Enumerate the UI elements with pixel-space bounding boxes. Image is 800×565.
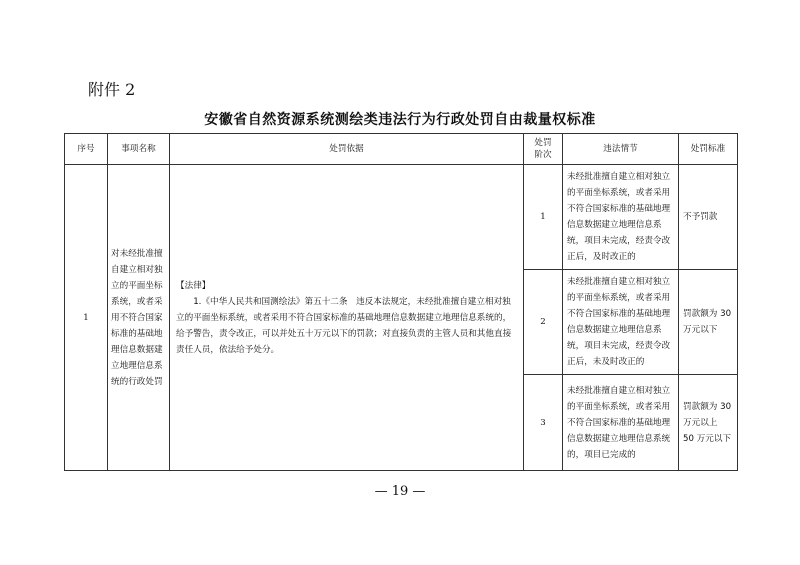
- penalty-standard-table: [64, 133, 738, 471]
- header-circumstance: 违法情节: [563, 134, 679, 165]
- penalty-order-cell: 2: [524, 270, 563, 375]
- circumstance-cell: 未经批准擅自建立相对独立的平面坐标系统，或者采用不符合国家标准的基础地理信息数据建立地理信息系统的，项目已完成的: [563, 375, 679, 471]
- table-row: [65, 165, 738, 270]
- penalty-basis-cell: [170, 165, 524, 471]
- header-penalty-basis: 处罚依据: [170, 134, 524, 165]
- header-item-name: 事项名称: [108, 134, 170, 165]
- attachment-label: 附件 2: [88, 80, 136, 99]
- circumstance-cell: 未经批准擅自建立相对独立的平面坐标系统，或者采用不符合国家标准的基础地理信息数据建立地理信息系统，项目未完成，经责令改正后，未及时改正的: [563, 270, 679, 375]
- penalty-order-cell: 3: [524, 375, 563, 471]
- penalty-standard-cell: 罚款额为 30 万元以上 50 万元以下: [679, 375, 738, 471]
- document-title: 安徽省自然资源系统测绘类违法行为行政处罚自由裁量权标准: [204, 112, 596, 128]
- penalty-standard-cell: 不予罚款: [679, 165, 738, 270]
- penalty-order-cell: 1: [524, 165, 563, 270]
- table-header-row: [65, 134, 738, 165]
- basis-text: 1.《中华人民共和国测绘法》第五十二条 违反本法规定，未经批准擅自建立相对独立的平面坐标系统，或者采用不符合国家标准的基础地理信息数据建立地理信息系统的，给予警告，责令改正，可以并处五十万元以下的罚款；对直接负责的主管人员和其他直接责任人员，依法给予处分。: [176, 296, 512, 355]
- serial-no-cell: 1: [65, 165, 108, 471]
- basis-heading: 【法律】: [176, 280, 211, 291]
- header-penalty-standard: 处罚标准: [679, 134, 738, 165]
- header-serial-no: 序号: [65, 134, 108, 165]
- item-name-cell: 对未经批准擅自建立相对独立的平面坐标系统，或者采用不符合国家标准的基础地理信息数据建立地理信息系统的行政处罚: [108, 165, 170, 471]
- penalty-standard-cell: 罚款额为 30 万元以下: [679, 270, 738, 375]
- header-penalty-order: 处罚 阶次: [524, 134, 563, 165]
- page-number: — 19 —: [374, 484, 426, 499]
- circumstance-cell: 未经批准擅自建立相对独立的平面坐标系统，或者采用不符合国家标准的基础地理信息数据建立地理信息系统，项目未完成，经责令改正后，及时改正的: [563, 165, 679, 270]
